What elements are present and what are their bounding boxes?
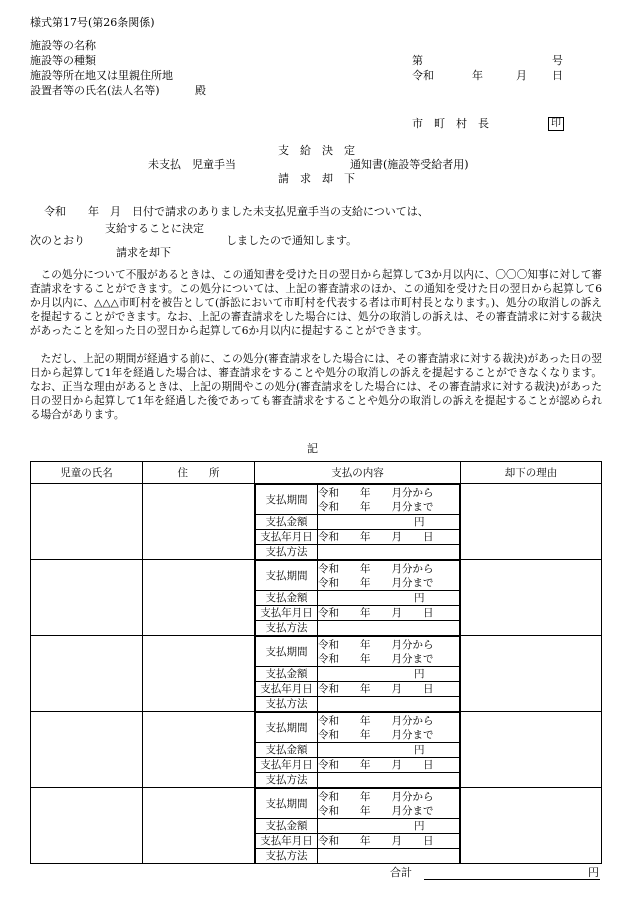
address-cell[interactable] xyxy=(143,712,255,788)
table-row xyxy=(31,712,602,788)
appeal-paragraph-2: ただし、上記の期間が経過する前に、この処分(審査請求をした場合には、その審査請求に対する裁決)があった日の翌日から起算して1年を経過した場合は、審査請求をすることや処分の取消しの訴えを提起することができなくなります。なお、正当な理由があるときは、上記の期間やこの処分(審査請求をした場合には、その審査請求に対する裁決)があった日の翌日から起算して1年を経過した後であっても審査請求をすることや処分の取消しの訴えを提起することが認められる場合があります。 xyxy=(30,353,602,421)
header-address: 住 所 xyxy=(143,462,255,484)
pay-method-label: 支払方法 xyxy=(256,697,318,712)
rejection-reason-cell[interactable] xyxy=(461,788,602,864)
intro-prefix: 次のとおり xyxy=(30,234,85,247)
facility-type-label: 施設等の種類 xyxy=(30,54,96,67)
address-cell[interactable] xyxy=(143,636,255,712)
rejection-reason-cell[interactable] xyxy=(461,712,602,788)
form-number: 様式第17号(第26条関係) xyxy=(30,16,155,29)
intro-option-reject: 請求を却下 xyxy=(116,246,171,259)
founder-name-label: 設置者等の氏名(法人名等) xyxy=(30,84,160,97)
seal-mark: 印 xyxy=(548,117,564,131)
amount-value[interactable]: 円 xyxy=(318,515,460,530)
payment-content-cell xyxy=(255,712,461,788)
total-field[interactable] xyxy=(424,879,600,880)
title-left: 未支払 児童手当 xyxy=(148,158,236,171)
table-row xyxy=(31,788,602,864)
header-payment-content: 支払の内容 xyxy=(255,462,461,484)
pay-date-value[interactable]: 令和 年 月 日 xyxy=(318,682,460,697)
issue-date-year: 年 xyxy=(472,69,483,82)
facility-address-label: 施設等所在地又は里親住所地 xyxy=(30,69,173,82)
total-unit: 円 xyxy=(588,866,599,879)
pay-method-value[interactable] xyxy=(318,621,460,636)
rejection-reason-cell[interactable] xyxy=(461,636,602,712)
total-label: 合計 xyxy=(390,866,412,879)
payment-content-cell xyxy=(255,636,461,712)
table-row xyxy=(31,484,602,560)
amount-label: 支払金額 xyxy=(256,819,318,834)
pay-date-label: 支払年月日 xyxy=(256,834,318,849)
child-name-cell[interactable] xyxy=(31,788,143,864)
amount-label: 支払金額 xyxy=(256,591,318,606)
period-label: 支払期間 xyxy=(256,713,318,743)
mayor-title: 市 町 村 長 xyxy=(412,117,489,130)
header-rejection-reason: 却下の理由 xyxy=(461,462,602,484)
amount-label: 支払金額 xyxy=(256,667,318,682)
pay-method-value[interactable] xyxy=(318,773,460,788)
pay-method-label: 支払方法 xyxy=(256,773,318,788)
child-name-cell[interactable] xyxy=(31,560,143,636)
honorific: 殿 xyxy=(195,84,206,97)
issue-date-era: 令和 xyxy=(412,69,434,82)
issue-date-day: 日 xyxy=(552,69,563,82)
period-label: 支払期間 xyxy=(256,561,318,591)
period-value[interactable]: 令和 年 月分から 令和 年 月分まで xyxy=(318,561,460,591)
period-label: 支払期間 xyxy=(256,485,318,515)
amount-label: 支払金額 xyxy=(256,515,318,530)
table-header-row xyxy=(31,462,602,484)
pay-date-label: 支払年月日 xyxy=(256,682,318,697)
pay-method-label: 支払方法 xyxy=(256,621,318,636)
issue-date-month: 月 xyxy=(516,69,527,82)
pay-date-value[interactable]: 令和 年 月 日 xyxy=(318,834,460,849)
intro-line: 令和 年 月 日付で請求のありました未支払児童手当の支給については、 xyxy=(44,205,429,218)
period-value[interactable]: 令和 年 月分から 令和 年 月分まで xyxy=(318,789,460,819)
ki-heading: 記 xyxy=(307,442,318,455)
pay-method-value[interactable] xyxy=(318,849,460,864)
header-child-name: 児童の氏名 xyxy=(31,462,143,484)
facility-name-label: 施設等の名称 xyxy=(30,39,96,52)
table-row xyxy=(31,560,602,636)
doc-number-suffix: 号 xyxy=(552,54,563,67)
intro-option-approve: 支給することに決定 xyxy=(105,222,204,235)
pay-method-label: 支払方法 xyxy=(256,545,318,560)
pay-method-value[interactable] xyxy=(318,545,460,560)
pay-date-label: 支払年月日 xyxy=(256,758,318,773)
rejection-reason-cell[interactable] xyxy=(461,560,602,636)
pay-method-label: 支払方法 xyxy=(256,849,318,864)
pay-date-label: 支払年月日 xyxy=(256,530,318,545)
period-label: 支払期間 xyxy=(256,637,318,667)
appeal-paragraph-1: この処分について不服があるときは、この通知書を受けた日の翌日から起算して3か月以内に、〇〇〇知事に対して審査請求をすることができます。この処分については、上記の審査請求のほか、この通知を受けた日の翌日から起算して6か月以内に、△△△市町村を被告として(訴訟において市町村を代表する者は市町村長となります。)、処分の取消しの訴えを提起することができます。なお、上記の審査請求をした場合には、処分の取消しの訴えは、その審査請求に対する裁決があったことを知った日の翌日から起算して6か月以内に提起することができます。 xyxy=(30,269,602,337)
period-value[interactable]: 令和 年 月分から 令和 年 月分まで xyxy=(318,713,460,743)
rejection-reason-cell[interactable] xyxy=(461,484,602,560)
payment-content-cell xyxy=(255,788,461,864)
child-name-cell[interactable] xyxy=(31,636,143,712)
payment-content-cell xyxy=(255,560,461,636)
pay-date-label: 支払年月日 xyxy=(256,606,318,621)
pay-date-value[interactable]: 令和 年 月 日 xyxy=(318,530,460,545)
period-value[interactable]: 令和 年 月分から 令和 年 月分まで xyxy=(318,485,460,515)
child-name-cell[interactable] xyxy=(31,712,143,788)
period-label: 支払期間 xyxy=(256,789,318,819)
amount-value[interactable]: 円 xyxy=(318,819,460,834)
amount-value[interactable]: 円 xyxy=(318,743,460,758)
pay-date-value[interactable]: 令和 年 月 日 xyxy=(318,758,460,773)
intro-suffix: しましたので通知します。 xyxy=(226,234,358,247)
title-rejection: 請 求 却 下 xyxy=(278,172,355,185)
child-name-cell[interactable] xyxy=(31,484,143,560)
payment-content-cell xyxy=(255,484,461,560)
period-value[interactable]: 令和 年 月分から 令和 年 月分まで xyxy=(318,637,460,667)
pay-method-value[interactable] xyxy=(318,697,460,712)
amount-label: 支払金額 xyxy=(256,743,318,758)
title-right: 通知書(施設等受給者用) xyxy=(350,158,469,171)
amount-value[interactable]: 円 xyxy=(318,591,460,606)
amount-value[interactable]: 円 xyxy=(318,667,460,682)
pay-date-value[interactable]: 令和 年 月 日 xyxy=(318,606,460,621)
address-cell[interactable] xyxy=(143,560,255,636)
payment-table xyxy=(30,461,602,864)
address-cell[interactable] xyxy=(143,484,255,560)
title-decision: 支 給 決 定 xyxy=(278,144,355,157)
doc-number-prefix: 第 xyxy=(412,54,423,67)
table-row xyxy=(31,636,602,712)
address-cell[interactable] xyxy=(143,788,255,864)
